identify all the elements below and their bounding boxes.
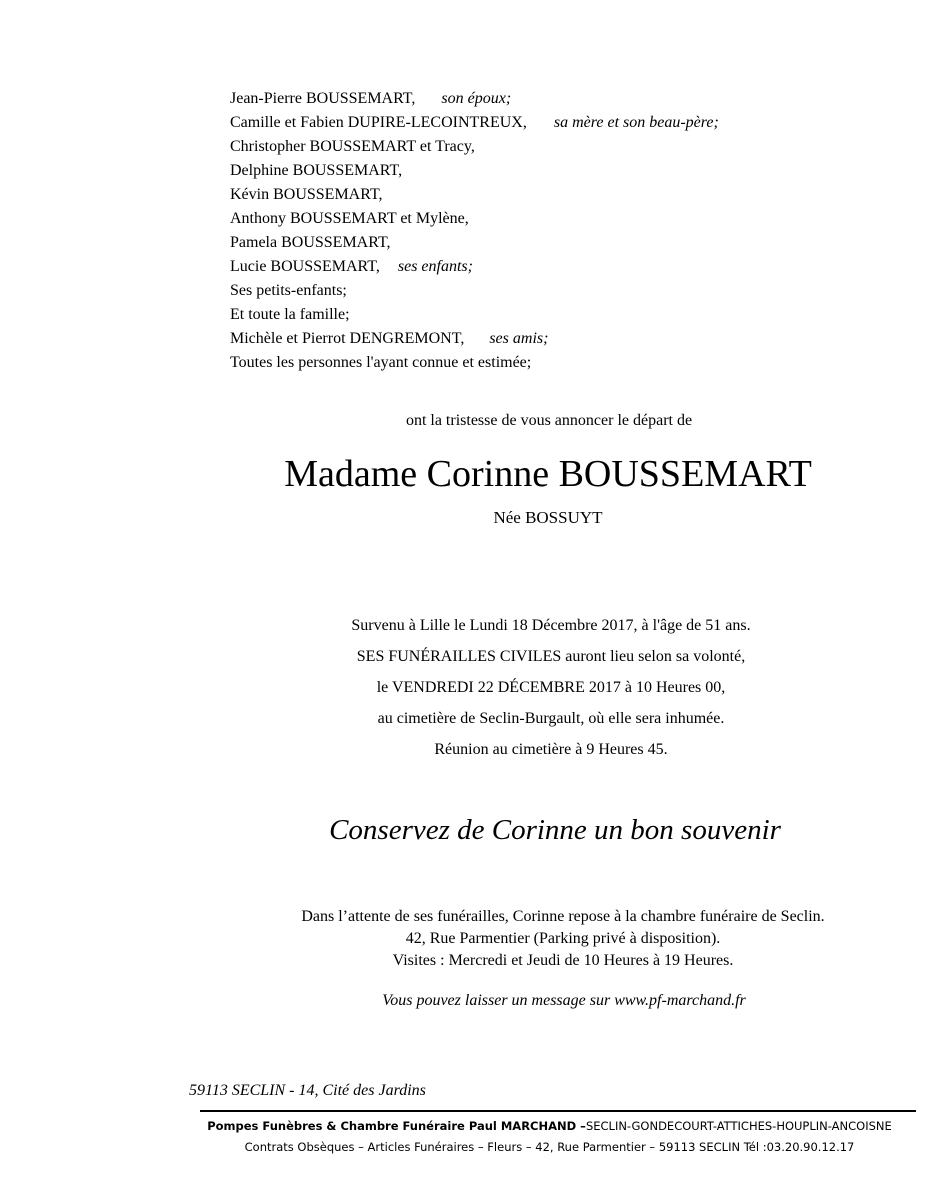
funeral-home-name: Pompes Funèbres & Chambre Funéraire Paul MARCHAND – xyxy=(207,1119,586,1133)
family-name: Delphine BOUSSEMART, xyxy=(230,162,403,179)
deceased-name: Madame Corinne BOUSSEMART xyxy=(284,453,812,495)
family-name: Camille et Fabien DUPIRE-LECOINTREUX, xyxy=(230,114,527,131)
family-row xyxy=(230,255,719,279)
family-relation: sa mère et son beau-père; xyxy=(553,114,719,131)
detail-line: Réunion au cimetière à 9 Heures 45. xyxy=(434,741,668,758)
detail-line: le VENDREDI 22 DÉCEMBRE 2017 à 10 Heures 00, xyxy=(376,679,726,696)
condolence-message-note: Vous pouvez laisser un message sur www.pf-marchand.fr xyxy=(382,992,746,1009)
maiden-name: Née BOSSUYT xyxy=(493,508,603,527)
family-row xyxy=(230,135,719,159)
memorial-quote: Conservez de Corinne un bon souvenir xyxy=(329,814,781,846)
family-name: Toutes les personnes l'ayant connue et estimée; xyxy=(230,354,532,371)
family-list xyxy=(230,87,719,375)
family-name: Michèle et Pierrot DENGREMONT, xyxy=(230,330,465,347)
family-row xyxy=(230,207,719,231)
announcement: ont la tristesse de vous annoncer le départ de xyxy=(405,412,693,429)
funeral-home-line xyxy=(0,1119,947,1133)
visitation-line: Dans l’attente de ses funérailles, Corinne repose à la chambre funéraire de Seclin. xyxy=(301,908,825,925)
family-name: Lucie BOUSSEMART, xyxy=(230,258,380,275)
visitation-info xyxy=(0,906,947,972)
funeral-home-contact: Contrats Obsèques – Articles Funéraires – Fleurs – 42, Rue Parmentier – 59113 SECLIN Tél :03.20.90.12.17 xyxy=(244,1140,855,1154)
detail-line: Survenu à Lille le Lundi 18 Décembre 2017, à l'âge de 51 ans. xyxy=(351,617,751,634)
family-row xyxy=(230,351,719,375)
funeral-details xyxy=(0,610,947,765)
family-name: Christopher BOUSSEMART et Tracy, xyxy=(230,138,475,155)
family-relation: son époux; xyxy=(441,90,512,107)
footer-divider xyxy=(200,1110,916,1112)
family-name: Kévin BOUSSEMART, xyxy=(230,186,383,203)
family-row xyxy=(230,87,719,111)
family-row xyxy=(230,231,719,255)
detail-line: au cimetière de Seclin-Burgault, où elle sera inhumée. xyxy=(377,710,725,727)
family-row xyxy=(230,327,719,351)
family-row xyxy=(230,159,719,183)
family-name: Jean-Pierre BOUSSEMART, xyxy=(230,90,416,107)
family-row xyxy=(230,111,719,135)
family-address: 59113 SECLIN - 14, Cité des Jardins xyxy=(189,1082,426,1099)
visitation-line: 42, Rue Parmentier (Parking privé à disposition). xyxy=(405,930,721,947)
family-name: Ses petits-enfants; xyxy=(230,282,347,299)
family-relation: ses amis; xyxy=(489,330,549,347)
family-name: Pamela BOUSSEMART, xyxy=(230,234,391,251)
family-row xyxy=(230,183,719,207)
visitation-line: Visites : Mercredi et Jeudi de 10 Heures à 19 Heures. xyxy=(392,952,734,969)
family-row xyxy=(230,303,719,327)
family-name: Et toute la famille; xyxy=(230,306,350,323)
family-name: Anthony BOUSSEMART et Mylène, xyxy=(230,210,469,227)
funeral-home-locations: SECLIN-GONDECOURT-ATTICHES-HOUPLIN-ANCOISNE xyxy=(585,1119,892,1133)
family-relation: ses enfants; xyxy=(397,258,473,275)
detail-line: SES FUNÉRAILLES CIVILES auront lieu selon sa volonté, xyxy=(356,648,746,665)
family-row xyxy=(230,279,719,303)
